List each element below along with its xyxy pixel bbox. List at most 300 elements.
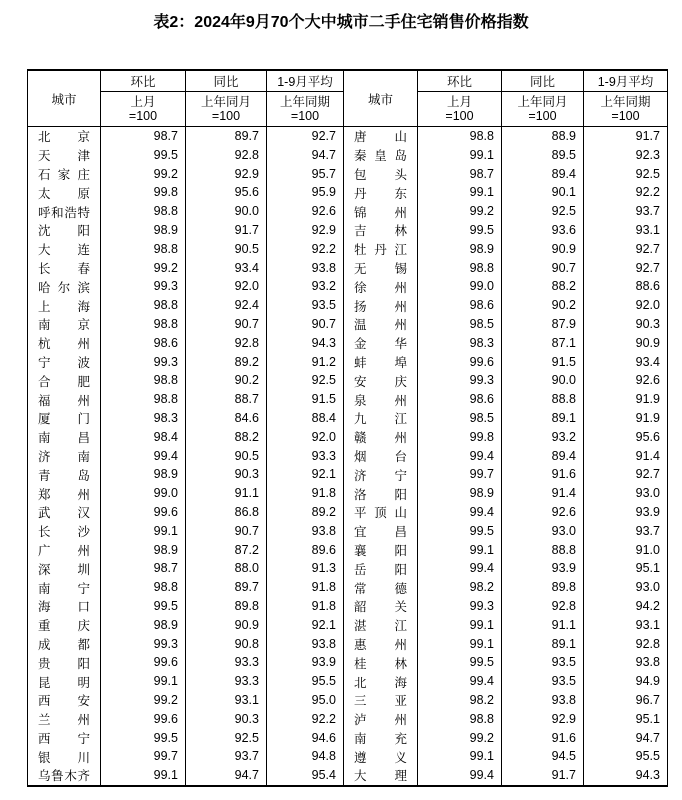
mom-cell: 99.3 bbox=[101, 353, 186, 372]
avg-cell: 91.8 bbox=[267, 597, 344, 616]
mom-cell: 99.5 bbox=[418, 522, 502, 541]
mom-cell: 99.6 bbox=[101, 710, 186, 729]
city-cell: 扬 州 bbox=[344, 296, 418, 315]
mom-cell: 99.1 bbox=[101, 522, 186, 541]
mom-cell: 98.8 bbox=[101, 296, 186, 315]
city-cell: 秦 皇 岛 bbox=[344, 146, 418, 165]
header-row-top bbox=[28, 70, 668, 92]
mom-cell: 98.8 bbox=[418, 127, 502, 146]
mom-cell: 99.7 bbox=[418, 465, 502, 484]
avg-cell: 92.8 bbox=[584, 635, 668, 654]
yoy-cell: 91.6 bbox=[502, 729, 584, 748]
table-row bbox=[28, 428, 668, 447]
header-yoy-left: 同比 bbox=[186, 70, 267, 92]
yoy-cell: 88.2 bbox=[502, 277, 584, 296]
header-mom-right: 环比 bbox=[418, 70, 502, 92]
header-yoy-base-right bbox=[502, 92, 584, 127]
table-row bbox=[28, 353, 668, 372]
avg-cell: 91.0 bbox=[584, 541, 668, 560]
mom-cell: 98.2 bbox=[418, 578, 502, 597]
header-avg-base-left bbox=[267, 92, 344, 127]
mom-cell: 98.3 bbox=[101, 409, 186, 428]
yoy-cell: 92.4 bbox=[186, 296, 267, 315]
yoy-cell: 93.1 bbox=[186, 691, 267, 710]
yoy-cell: 89.7 bbox=[186, 578, 267, 597]
yoy-cell: 94.5 bbox=[502, 747, 584, 766]
avg-cell: 92.3 bbox=[584, 146, 668, 165]
yoy-cell: 93.7 bbox=[186, 747, 267, 766]
city-cell: 南 宁 bbox=[28, 578, 101, 597]
table-row bbox=[28, 371, 668, 390]
mom-cell: 99.5 bbox=[418, 221, 502, 240]
city-cell: 北 京 bbox=[28, 127, 101, 146]
mom-cell: 99.6 bbox=[101, 503, 186, 522]
yoy-cell: 89.2 bbox=[186, 353, 267, 372]
mom-cell: 99.7 bbox=[101, 747, 186, 766]
mom-cell: 99.0 bbox=[101, 484, 186, 503]
yoy-cell: 84.6 bbox=[186, 409, 267, 428]
mom-cell: 99.2 bbox=[418, 729, 502, 748]
yoy-cell: 93.4 bbox=[186, 259, 267, 278]
table-row bbox=[28, 409, 668, 428]
mom-cell: 98.8 bbox=[418, 710, 502, 729]
table-row bbox=[28, 165, 668, 184]
yoy-cell: 92.5 bbox=[186, 729, 267, 748]
city-cell: 烟 台 bbox=[344, 447, 418, 466]
price-index-table bbox=[27, 69, 668, 787]
city-cell: 合 肥 bbox=[28, 371, 101, 390]
yoy-cell: 93.6 bbox=[502, 221, 584, 240]
city-cell: 广 州 bbox=[28, 541, 101, 560]
mom-cell: 99.3 bbox=[101, 277, 186, 296]
yoy-cell: 89.4 bbox=[502, 165, 584, 184]
city-cell: 金 华 bbox=[344, 334, 418, 353]
mom-cell: 98.8 bbox=[101, 240, 186, 259]
city-cell: 岳 阳 bbox=[344, 559, 418, 578]
avg-cell: 92.2 bbox=[267, 240, 344, 259]
avg-cell: 95.6 bbox=[584, 428, 668, 447]
mom-cell: 98.2 bbox=[418, 691, 502, 710]
header-avg-base-label: 上年同期 bbox=[600, 95, 651, 109]
mom-cell: 98.7 bbox=[101, 127, 186, 146]
avg-cell: 92.5 bbox=[267, 371, 344, 390]
city-cell: 厦 门 bbox=[28, 409, 101, 428]
city-cell: 成 都 bbox=[28, 635, 101, 654]
mom-cell: 99.2 bbox=[101, 259, 186, 278]
city-cell: 宁 波 bbox=[28, 353, 101, 372]
header-city-left: 城市 bbox=[28, 70, 101, 127]
mom-cell: 98.9 bbox=[101, 541, 186, 560]
city-cell: 吉 林 bbox=[344, 221, 418, 240]
header-yoy-base-label: 上年同月 bbox=[517, 95, 568, 109]
yoy-cell: 90.0 bbox=[502, 371, 584, 390]
mom-cell: 99.4 bbox=[418, 447, 502, 466]
avg-cell: 93.0 bbox=[584, 578, 668, 597]
city-cell: 福 州 bbox=[28, 390, 101, 409]
avg-cell: 91.9 bbox=[584, 390, 668, 409]
city-cell: 武 汉 bbox=[28, 503, 101, 522]
avg-cell: 92.1 bbox=[267, 465, 344, 484]
city-cell: 贵 阳 bbox=[28, 653, 101, 672]
city-cell: 南 充 bbox=[344, 729, 418, 748]
avg-cell: 93.2 bbox=[267, 277, 344, 296]
mom-cell: 98.5 bbox=[418, 315, 502, 334]
mom-cell: 98.6 bbox=[101, 334, 186, 353]
yoy-cell: 90.3 bbox=[186, 710, 267, 729]
yoy-cell: 90.5 bbox=[186, 240, 267, 259]
yoy-cell: 89.7 bbox=[186, 127, 267, 146]
yoy-cell: 89.8 bbox=[502, 578, 584, 597]
table-row bbox=[28, 259, 668, 278]
mom-cell: 98.7 bbox=[418, 165, 502, 184]
avg-cell: 92.7 bbox=[584, 465, 668, 484]
city-cell: 洛 阳 bbox=[344, 484, 418, 503]
avg-cell: 95.5 bbox=[584, 747, 668, 766]
avg-cell: 95.7 bbox=[267, 165, 344, 184]
mom-cell: 99.6 bbox=[101, 653, 186, 672]
header-avg-right: 1-9月平均 bbox=[584, 70, 668, 92]
mom-cell: 98.8 bbox=[101, 202, 186, 221]
city-cell: 大 理 bbox=[344, 766, 418, 786]
mom-cell: 99.5 bbox=[101, 729, 186, 748]
mom-cell: 99.5 bbox=[418, 653, 502, 672]
avg-cell: 92.6 bbox=[267, 202, 344, 221]
mom-cell: 98.6 bbox=[418, 296, 502, 315]
table-row bbox=[28, 240, 668, 259]
avg-cell: 95.9 bbox=[267, 183, 344, 202]
avg-cell: 94.3 bbox=[584, 766, 668, 786]
city-cell: 三 亚 bbox=[344, 691, 418, 710]
yoy-cell: 91.7 bbox=[186, 221, 267, 240]
table-row bbox=[28, 183, 668, 202]
city-cell: 牡 丹 江 bbox=[344, 240, 418, 259]
avg-cell: 91.3 bbox=[267, 559, 344, 578]
yoy-cell: 92.0 bbox=[186, 277, 267, 296]
avg-cell: 93.8 bbox=[584, 653, 668, 672]
avg-cell: 93.8 bbox=[267, 635, 344, 654]
mom-cell: 98.9 bbox=[101, 616, 186, 635]
city-cell: 长 沙 bbox=[28, 522, 101, 541]
mom-cell: 98.8 bbox=[101, 578, 186, 597]
mom-cell: 99.5 bbox=[101, 597, 186, 616]
yoy-cell: 91.6 bbox=[502, 465, 584, 484]
mom-cell: 99.1 bbox=[418, 541, 502, 560]
header-base-eq: =100 bbox=[528, 109, 557, 123]
header-yoy-right: 同比 bbox=[502, 70, 584, 92]
mom-cell: 99.3 bbox=[418, 597, 502, 616]
city-cell: 西 宁 bbox=[28, 729, 101, 748]
table-row bbox=[28, 616, 668, 635]
city-cell: 宜 昌 bbox=[344, 522, 418, 541]
table-row bbox=[28, 465, 668, 484]
yoy-cell: 88.9 bbox=[502, 127, 584, 146]
table-row bbox=[28, 221, 668, 240]
yoy-cell: 90.3 bbox=[186, 465, 267, 484]
table-row bbox=[28, 672, 668, 691]
avg-cell: 93.3 bbox=[267, 447, 344, 466]
yoy-cell: 93.5 bbox=[502, 672, 584, 691]
table-row bbox=[28, 390, 668, 409]
city-cell: 襄 阳 bbox=[344, 541, 418, 560]
yoy-cell: 89.8 bbox=[186, 597, 267, 616]
city-cell: 重 庆 bbox=[28, 616, 101, 635]
mom-cell: 98.4 bbox=[101, 428, 186, 447]
avg-cell: 92.1 bbox=[267, 616, 344, 635]
mom-cell: 99.1 bbox=[418, 616, 502, 635]
city-cell: 泉 州 bbox=[344, 390, 418, 409]
avg-cell: 93.8 bbox=[267, 259, 344, 278]
avg-cell: 93.1 bbox=[584, 221, 668, 240]
city-cell: 哈 尔 滨 bbox=[28, 277, 101, 296]
mom-cell: 98.9 bbox=[418, 240, 502, 259]
city-cell: 徐 州 bbox=[344, 277, 418, 296]
yoy-cell: 90.7 bbox=[502, 259, 584, 278]
yoy-cell: 94.7 bbox=[186, 766, 267, 786]
mom-cell: 98.3 bbox=[418, 334, 502, 353]
mom-cell: 99.1 bbox=[418, 183, 502, 202]
mom-cell: 98.8 bbox=[101, 315, 186, 334]
table-row bbox=[28, 484, 668, 503]
mom-cell: 98.8 bbox=[418, 259, 502, 278]
yoy-cell: 90.7 bbox=[186, 315, 267, 334]
avg-cell: 94.9 bbox=[584, 672, 668, 691]
avg-cell: 96.7 bbox=[584, 691, 668, 710]
yoy-cell: 91.1 bbox=[186, 484, 267, 503]
table-row bbox=[28, 766, 668, 786]
avg-cell: 89.2 bbox=[267, 503, 344, 522]
avg-cell: 92.5 bbox=[584, 165, 668, 184]
avg-cell: 92.7 bbox=[584, 259, 668, 278]
yoy-cell: 87.2 bbox=[186, 541, 267, 560]
avg-cell: 95.0 bbox=[267, 691, 344, 710]
mom-cell: 99.3 bbox=[101, 635, 186, 654]
city-cell: 湛 江 bbox=[344, 616, 418, 635]
avg-cell: 90.3 bbox=[584, 315, 668, 334]
city-cell: 西 安 bbox=[28, 691, 101, 710]
city-cell: 济 南 bbox=[28, 447, 101, 466]
table-row bbox=[28, 447, 668, 466]
avg-cell: 93.7 bbox=[584, 202, 668, 221]
yoy-cell: 88.0 bbox=[186, 559, 267, 578]
table-body bbox=[28, 127, 668, 786]
city-cell: 青 岛 bbox=[28, 465, 101, 484]
city-cell: 无 锡 bbox=[344, 259, 418, 278]
avg-cell: 92.2 bbox=[584, 183, 668, 202]
header-yoy-base-left bbox=[186, 92, 267, 127]
avg-cell: 92.7 bbox=[584, 240, 668, 259]
yoy-cell: 93.3 bbox=[186, 672, 267, 691]
avg-cell: 94.3 bbox=[267, 334, 344, 353]
mom-cell: 98.9 bbox=[101, 465, 186, 484]
yoy-cell: 91.5 bbox=[502, 353, 584, 372]
yoy-cell: 90.9 bbox=[502, 240, 584, 259]
avg-cell: 91.8 bbox=[267, 484, 344, 503]
avg-cell: 93.8 bbox=[267, 522, 344, 541]
mom-cell: 99.4 bbox=[418, 559, 502, 578]
table-row bbox=[28, 691, 668, 710]
yoy-cell: 93.3 bbox=[186, 653, 267, 672]
table-title: 表2：2024年9月70个大中城市二手住宅销售价格指数 bbox=[153, 14, 529, 31]
header-base-eq: =100 bbox=[290, 109, 320, 123]
yoy-cell: 93.0 bbox=[502, 522, 584, 541]
yoy-cell: 92.9 bbox=[186, 165, 267, 184]
avg-cell: 94.2 bbox=[584, 597, 668, 616]
mom-cell: 99.6 bbox=[418, 353, 502, 372]
mom-cell: 99.5 bbox=[101, 146, 186, 165]
table-row bbox=[28, 541, 668, 560]
header-base-eq: =100 bbox=[128, 109, 158, 123]
yoy-cell: 88.7 bbox=[186, 390, 267, 409]
mom-cell: 99.1 bbox=[418, 146, 502, 165]
mom-cell: 99.4 bbox=[418, 503, 502, 522]
yoy-cell: 92.9 bbox=[502, 710, 584, 729]
yoy-cell: 92.5 bbox=[502, 202, 584, 221]
avg-cell: 94.6 bbox=[267, 729, 344, 748]
city-cell: 桂 林 bbox=[344, 653, 418, 672]
city-cell: 赣 州 bbox=[344, 428, 418, 447]
yoy-cell: 92.8 bbox=[186, 146, 267, 165]
city-cell: 昆 明 bbox=[28, 672, 101, 691]
table-row bbox=[28, 202, 668, 221]
avg-cell: 95.5 bbox=[267, 672, 344, 691]
city-cell: 南 昌 bbox=[28, 428, 101, 447]
mom-cell: 99.3 bbox=[418, 371, 502, 390]
city-cell: 泸 州 bbox=[344, 710, 418, 729]
header-avg-left: 1-9月平均 bbox=[267, 70, 344, 92]
yoy-cell: 87.9 bbox=[502, 315, 584, 334]
city-cell: 九 江 bbox=[344, 409, 418, 428]
avg-cell: 94.7 bbox=[584, 729, 668, 748]
yoy-cell: 92.8 bbox=[186, 334, 267, 353]
avg-cell: 88.4 bbox=[267, 409, 344, 428]
avg-cell: 93.1 bbox=[584, 616, 668, 635]
table-row bbox=[28, 127, 668, 146]
header-base-eq: =100 bbox=[611, 109, 640, 123]
yoy-cell: 88.2 bbox=[186, 428, 267, 447]
mom-cell: 98.9 bbox=[418, 484, 502, 503]
avg-cell: 88.6 bbox=[584, 277, 668, 296]
table-row bbox=[28, 296, 668, 315]
avg-cell: 93.0 bbox=[584, 484, 668, 503]
yoy-cell: 90.0 bbox=[186, 202, 267, 221]
city-cell: 安 庆 bbox=[344, 371, 418, 390]
avg-cell: 89.6 bbox=[267, 541, 344, 560]
avg-cell: 94.7 bbox=[267, 146, 344, 165]
table-row bbox=[28, 635, 668, 654]
table-row bbox=[28, 146, 668, 165]
avg-cell: 95.4 bbox=[267, 766, 344, 786]
yoy-cell: 86.8 bbox=[186, 503, 267, 522]
header-avg-base-right bbox=[584, 92, 668, 127]
yoy-cell: 93.9 bbox=[502, 559, 584, 578]
mom-cell: 98.7 bbox=[101, 559, 186, 578]
table-row bbox=[28, 503, 668, 522]
city-cell: 天 津 bbox=[28, 146, 101, 165]
yoy-cell: 90.1 bbox=[502, 183, 584, 202]
yoy-cell: 90.7 bbox=[186, 522, 267, 541]
avg-cell: 93.4 bbox=[584, 353, 668, 372]
city-cell: 兰 州 bbox=[28, 710, 101, 729]
mom-cell: 99.8 bbox=[418, 428, 502, 447]
mom-cell: 99.1 bbox=[101, 672, 186, 691]
city-cell: 遵 义 bbox=[344, 747, 418, 766]
header-mom-left: 环比 bbox=[101, 70, 186, 92]
mom-cell: 99.1 bbox=[418, 635, 502, 654]
city-cell: 锦 州 bbox=[344, 202, 418, 221]
header-city-right: 城市 bbox=[344, 70, 418, 127]
city-cell: 长 春 bbox=[28, 259, 101, 278]
table-row bbox=[28, 747, 668, 766]
avg-cell: 91.2 bbox=[267, 353, 344, 372]
table-row bbox=[28, 597, 668, 616]
yoy-cell: 90.8 bbox=[186, 635, 267, 654]
mom-cell: 98.8 bbox=[101, 390, 186, 409]
header-mom-base-left bbox=[101, 92, 186, 127]
yoy-cell: 92.8 bbox=[502, 597, 584, 616]
city-cell: 蚌 埠 bbox=[344, 353, 418, 372]
city-cell: 银 川 bbox=[28, 747, 101, 766]
avg-cell: 93.9 bbox=[267, 653, 344, 672]
yoy-cell: 93.8 bbox=[502, 691, 584, 710]
avg-cell: 95.1 bbox=[584, 710, 668, 729]
avg-cell: 91.5 bbox=[267, 390, 344, 409]
yoy-cell: 88.8 bbox=[502, 390, 584, 409]
city-cell: 包 头 bbox=[344, 165, 418, 184]
avg-cell: 93.5 bbox=[267, 296, 344, 315]
mom-cell: 99.2 bbox=[418, 202, 502, 221]
avg-cell: 92.0 bbox=[267, 428, 344, 447]
mom-cell: 99.1 bbox=[101, 766, 186, 786]
yoy-cell: 87.1 bbox=[502, 334, 584, 353]
yoy-cell: 91.7 bbox=[502, 766, 584, 786]
yoy-cell: 93.2 bbox=[502, 428, 584, 447]
city-cell: 沈 阳 bbox=[28, 221, 101, 240]
city-cell: 石 家 庄 bbox=[28, 165, 101, 184]
yoy-cell: 90.2 bbox=[186, 371, 267, 390]
header-avg-base-label: 上年同期 bbox=[279, 95, 330, 109]
city-cell: 乌 鲁 木 齐 bbox=[28, 766, 101, 786]
header-base-eq: =100 bbox=[211, 109, 241, 123]
table-header bbox=[28, 70, 668, 127]
mom-cell: 99.2 bbox=[101, 691, 186, 710]
mom-cell: 99.4 bbox=[418, 672, 502, 691]
header-yoy-base-label: 上年同月 bbox=[200, 95, 251, 109]
mom-cell: 99.4 bbox=[418, 766, 502, 786]
mom-cell: 99.1 bbox=[418, 747, 502, 766]
mom-cell: 99.4 bbox=[101, 447, 186, 466]
table-row bbox=[28, 729, 668, 748]
table-row bbox=[28, 559, 668, 578]
city-cell: 温 州 bbox=[344, 315, 418, 334]
yoy-cell: 89.1 bbox=[502, 409, 584, 428]
avg-cell: 91.7 bbox=[584, 127, 668, 146]
table-row bbox=[28, 277, 668, 296]
city-cell: 北 海 bbox=[344, 672, 418, 691]
city-cell: 呼 和 浩 特 bbox=[28, 202, 101, 221]
yoy-cell: 90.9 bbox=[186, 616, 267, 635]
city-cell: 济 宁 bbox=[344, 465, 418, 484]
yoy-cell: 93.5 bbox=[502, 653, 584, 672]
table-row bbox=[28, 710, 668, 729]
city-cell: 郑 州 bbox=[28, 484, 101, 503]
avg-cell: 95.1 bbox=[584, 559, 668, 578]
header-mom-base-label: 上月 bbox=[446, 95, 472, 109]
avg-cell: 94.8 bbox=[267, 747, 344, 766]
yoy-cell: 89.1 bbox=[502, 635, 584, 654]
table-row bbox=[28, 522, 668, 541]
avg-cell: 92.0 bbox=[584, 296, 668, 315]
avg-cell: 92.2 bbox=[267, 710, 344, 729]
